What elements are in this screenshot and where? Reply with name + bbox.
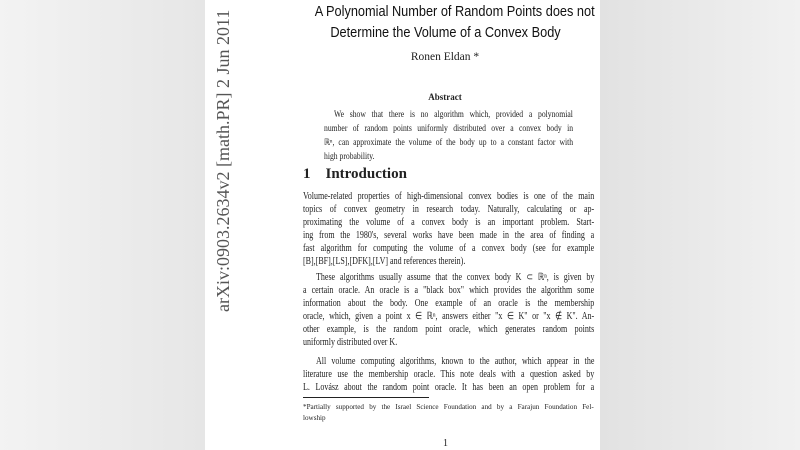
body-line: proximating the volume of a convex body is an important problem. Start-	[303, 217, 595, 228]
body-line: uniformly distributed over K.	[303, 337, 398, 348]
abstract-line: ℝⁿ, can approximate the volume of the body up to a constant factor with	[324, 137, 574, 147]
background-right	[600, 0, 800, 450]
body-line: oracle, which, given a point x ∈ ℝⁿ, answers either "x ∈ K" or "x ∉ K". An-	[303, 311, 595, 322]
arxiv-identifier: arXiv:0903.2634v2 [math.PR] 2 Jun 2011	[213, 9, 233, 312]
body-line: a certain oracle. An oracle is a "black box" which provides the algorithm some	[303, 285, 595, 296]
body-line: other example, is the random point oracle, which generates random points	[303, 324, 595, 335]
body-line: Volume-related properties of high-dimensional convex bodies is one of the main	[303, 191, 595, 202]
footnote-line: *Partially supported by the Israel Science Foundation and by a Farajun Foundation Fel-	[303, 402, 594, 411]
body-line: literature use the membership oracle. This note deals with a question asked by	[303, 369, 595, 380]
title-line-1: A Polynomial Number of Random Points does not	[314, 3, 595, 20]
page-number: 1	[443, 438, 448, 449]
body-line: These algorithms usually assume that the convex body K ⊂ ℝⁿ, is given by	[316, 272, 595, 283]
section-heading: 1 Introduction	[303, 166, 407, 182]
body-line: topics of convex geometry in research today. Naturally, calculating or ap-	[303, 204, 595, 215]
abstract-line: number of random points uniformly distributed over a convex body in	[324, 123, 574, 133]
author: Ronen Eldan *	[410, 51, 480, 63]
background-left	[0, 0, 205, 450]
footnote-rule	[303, 397, 429, 398]
title-line-2: Determine the Volume of a Convex Body	[329, 24, 561, 41]
footnote-line: lowship	[303, 413, 326, 422]
body-line: All volume computing algorithms, known to the author, which appear in the	[316, 356, 595, 367]
body-line: information about the body. One example of an oracle is the membership	[303, 298, 595, 309]
body-line: ing from the 1980's, several works have been made in the area of finding a	[303, 230, 595, 241]
abstract-line: high probability.	[324, 151, 375, 161]
abstract-line: We show that there is no algorithm which, provided a polynomial	[334, 109, 573, 119]
body-line: fast algorithm for computing the volume of a convex body (see for example	[303, 243, 595, 254]
abstract-heading: Abstract	[428, 92, 462, 102]
body-line: L. Lovász about the random point oracle. It has been an open problem for a	[303, 382, 595, 393]
body-line: [B],[BF],[LS],[DFK],[LV] and references therein).	[303, 256, 466, 267]
